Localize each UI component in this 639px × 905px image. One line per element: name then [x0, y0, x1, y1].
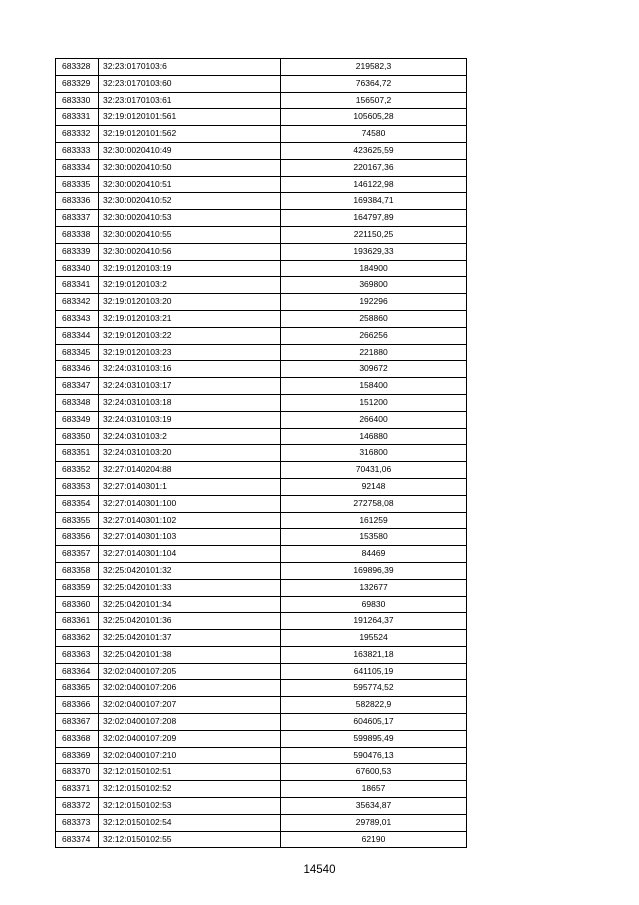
- row-id-cell: 683367: [56, 714, 99, 731]
- table-row: [56, 226, 467, 243]
- row-id-cell: 683369: [56, 747, 99, 764]
- row-id-cell: 683349: [56, 411, 99, 428]
- data-table: [55, 58, 467, 848]
- table-row: [56, 243, 467, 260]
- value-cell: 76364,72: [281, 75, 467, 92]
- row-id-cell: 683373: [56, 814, 99, 831]
- table-row: [56, 663, 467, 680]
- row-id-cell: 683336: [56, 193, 99, 210]
- cadastral-number-cell: 32:25:0420101:38: [99, 646, 281, 663]
- value-cell: 221880: [281, 344, 467, 361]
- table-row: [56, 680, 467, 697]
- table-row: [56, 310, 467, 327]
- cadastral-number-cell: 32:19:0120101:562: [99, 126, 281, 143]
- cadastral-number-cell: 32:30:0020410:55: [99, 226, 281, 243]
- row-id-cell: 683359: [56, 579, 99, 596]
- row-id-cell: 683360: [56, 596, 99, 613]
- row-id-cell: 683351: [56, 445, 99, 462]
- cadastral-number-cell: 32:02:0400107:207: [99, 697, 281, 714]
- cadastral-number-cell: 32:02:0400107:205: [99, 663, 281, 680]
- row-id-cell: 683346: [56, 361, 99, 378]
- cadastral-number-cell: 32:30:0020410:53: [99, 210, 281, 227]
- value-cell: 29789,01: [281, 814, 467, 831]
- value-cell: 151200: [281, 394, 467, 411]
- cadastral-number-cell: 32:27:0140301:100: [99, 495, 281, 512]
- table-row: [56, 361, 467, 378]
- row-id-cell: 683338: [56, 226, 99, 243]
- row-id-cell: 683355: [56, 512, 99, 529]
- value-cell: 164797,89: [281, 210, 467, 227]
- table-row: [56, 546, 467, 563]
- cadastral-number-cell: 32:25:0420101:34: [99, 596, 281, 613]
- table-row: [56, 394, 467, 411]
- value-cell: 84469: [281, 546, 467, 563]
- value-cell: 169384,71: [281, 193, 467, 210]
- row-id-cell: 683358: [56, 562, 99, 579]
- value-cell: 92148: [281, 478, 467, 495]
- row-id-cell: 683337: [56, 210, 99, 227]
- value-cell: 146880: [281, 428, 467, 445]
- table-row: [56, 512, 467, 529]
- row-id-cell: 683340: [56, 260, 99, 277]
- value-cell: 272758,08: [281, 495, 467, 512]
- table-row: [56, 730, 467, 747]
- table-row: [56, 579, 467, 596]
- row-id-cell: 683343: [56, 310, 99, 327]
- row-id-cell: 683356: [56, 529, 99, 546]
- row-id-cell: 683333: [56, 142, 99, 159]
- cadastral-number-cell: 32:24:0310103:20: [99, 445, 281, 462]
- cadastral-number-cell: 32:27:0140301:103: [99, 529, 281, 546]
- table-row: [56, 697, 467, 714]
- row-id-cell: 683335: [56, 176, 99, 193]
- cadastral-number-cell: 32:02:0400107:210: [99, 747, 281, 764]
- table-row: [56, 831, 467, 848]
- table-row: [56, 747, 467, 764]
- cadastral-number-cell: 32:23:0170103:61: [99, 92, 281, 109]
- cadastral-number-cell: 32:24:0310103:17: [99, 378, 281, 395]
- row-id-cell: 683354: [56, 495, 99, 512]
- row-id-cell: 683329: [56, 75, 99, 92]
- table-row: [56, 798, 467, 815]
- table-row: [56, 176, 467, 193]
- value-cell: 595774,52: [281, 680, 467, 697]
- cadastral-number-cell: 32:25:0420101:33: [99, 579, 281, 596]
- table-row: [56, 478, 467, 495]
- value-cell: 153580: [281, 529, 467, 546]
- row-id-cell: 683348: [56, 394, 99, 411]
- table-row: [56, 562, 467, 579]
- row-id-cell: 683372: [56, 798, 99, 815]
- cadastral-number-cell: 32:12:0150102:53: [99, 798, 281, 815]
- table-row: [56, 126, 467, 143]
- table-row: [56, 462, 467, 479]
- value-cell: 18657: [281, 781, 467, 798]
- value-cell: 192296: [281, 294, 467, 311]
- table-row: [56, 630, 467, 647]
- row-id-cell: 683350: [56, 428, 99, 445]
- row-id-cell: 683370: [56, 764, 99, 781]
- cadastral-number-cell: 32:30:0020410:51: [99, 176, 281, 193]
- table-row: [56, 646, 467, 663]
- cadastral-number-cell: 32:25:0420101:36: [99, 613, 281, 630]
- value-cell: 219582,3: [281, 59, 467, 76]
- cadastral-number-cell: 32:27:0140301:104: [99, 546, 281, 563]
- value-cell: 67600,53: [281, 764, 467, 781]
- table-row: [56, 75, 467, 92]
- value-cell: 163821,18: [281, 646, 467, 663]
- value-cell: 193629,33: [281, 243, 467, 260]
- cadastral-number-cell: 32:12:0150102:51: [99, 764, 281, 781]
- cadastral-number-cell: 32:12:0150102:54: [99, 814, 281, 831]
- cadastral-number-cell: 32:30:0020410:49: [99, 142, 281, 159]
- cadastral-number-cell: 32:24:0310103:19: [99, 411, 281, 428]
- table-row: [56, 411, 467, 428]
- cadastral-number-cell: 32:19:0120103:21: [99, 310, 281, 327]
- row-id-cell: 683371: [56, 781, 99, 798]
- table-row: [56, 327, 467, 344]
- cadastral-number-cell: 32:27:0140204:88: [99, 462, 281, 479]
- value-cell: 423625,59: [281, 142, 467, 159]
- row-id-cell: 683332: [56, 126, 99, 143]
- value-cell: 70431,06: [281, 462, 467, 479]
- cadastral-number-cell: 32:19:0120103:23: [99, 344, 281, 361]
- value-cell: 169896,39: [281, 562, 467, 579]
- cadastral-number-cell: 32:27:0140301:1: [99, 478, 281, 495]
- table-row: [56, 193, 467, 210]
- table-row: [56, 210, 467, 227]
- value-cell: 69830: [281, 596, 467, 613]
- table-row: [56, 613, 467, 630]
- row-id-cell: 683344: [56, 327, 99, 344]
- cadastral-number-cell: 32:30:0020410:52: [99, 193, 281, 210]
- value-cell: 221150,25: [281, 226, 467, 243]
- cadastral-number-cell: 32:19:0120101:561: [99, 109, 281, 126]
- row-id-cell: 683366: [56, 697, 99, 714]
- value-cell: 309672: [281, 361, 467, 378]
- cadastral-number-cell: 32:12:0150102:55: [99, 831, 281, 848]
- value-cell: 369800: [281, 277, 467, 294]
- row-id-cell: 683342: [56, 294, 99, 311]
- cadastral-number-cell: 32:12:0150102:52: [99, 781, 281, 798]
- value-cell: 184900: [281, 260, 467, 277]
- value-cell: 604605,17: [281, 714, 467, 731]
- value-cell: 266256: [281, 327, 467, 344]
- cadastral-number-cell: 32:25:0420101:37: [99, 630, 281, 647]
- row-id-cell: 683361: [56, 613, 99, 630]
- value-cell: 220167,36: [281, 159, 467, 176]
- table-row: [56, 428, 467, 445]
- value-cell: 132677: [281, 579, 467, 596]
- row-id-cell: 683365: [56, 680, 99, 697]
- value-cell: 582822,9: [281, 697, 467, 714]
- cadastral-number-cell: 32:24:0310103:2: [99, 428, 281, 445]
- row-id-cell: 683357: [56, 546, 99, 563]
- table-row: [56, 109, 467, 126]
- table-body: [56, 59, 467, 848]
- row-id-cell: 683362: [56, 630, 99, 647]
- table-row: [56, 344, 467, 361]
- row-id-cell: 683334: [56, 159, 99, 176]
- cadastral-number-cell: 32:02:0400107:206: [99, 680, 281, 697]
- row-id-cell: 683331: [56, 109, 99, 126]
- table-row: [56, 159, 467, 176]
- row-id-cell: 683374: [56, 831, 99, 848]
- table-row: [56, 445, 467, 462]
- table-row: [56, 142, 467, 159]
- cadastral-number-cell: 32:30:0020410:56: [99, 243, 281, 260]
- value-cell: 74580: [281, 126, 467, 143]
- page-number: 14540: [303, 864, 336, 876]
- value-cell: 590476,13: [281, 747, 467, 764]
- value-cell: 161259: [281, 512, 467, 529]
- table-row: [56, 59, 467, 76]
- row-id-cell: 683330: [56, 92, 99, 109]
- row-id-cell: 683352: [56, 462, 99, 479]
- table-row: [56, 529, 467, 546]
- row-id-cell: 683364: [56, 663, 99, 680]
- cadastral-number-cell: 32:27:0140301:102: [99, 512, 281, 529]
- row-id-cell: 683341: [56, 277, 99, 294]
- table-row: [56, 596, 467, 613]
- cadastral-number-cell: 32:19:0120103:22: [99, 327, 281, 344]
- cadastral-number-cell: 32:24:0310103:18: [99, 394, 281, 411]
- table-row: [56, 781, 467, 798]
- value-cell: 641105,19: [281, 663, 467, 680]
- row-id-cell: 683363: [56, 646, 99, 663]
- table-row: [56, 294, 467, 311]
- cadastral-number-cell: 32:30:0020410:50: [99, 159, 281, 176]
- table-row: [56, 764, 467, 781]
- value-cell: 316800: [281, 445, 467, 462]
- cadastral-number-cell: 32:02:0400107:209: [99, 730, 281, 747]
- value-cell: 62190: [281, 831, 467, 848]
- value-cell: 105605,28: [281, 109, 467, 126]
- cadastral-number-cell: 32:24:0310103:16: [99, 361, 281, 378]
- value-cell: 191264,37: [281, 613, 467, 630]
- value-cell: 266400: [281, 411, 467, 428]
- value-cell: 158400: [281, 378, 467, 395]
- row-id-cell: 683345: [56, 344, 99, 361]
- table-row: [56, 714, 467, 731]
- value-cell: 599895,49: [281, 730, 467, 747]
- value-cell: 156507,2: [281, 92, 467, 109]
- value-cell: 258860: [281, 310, 467, 327]
- row-id-cell: 683347: [56, 378, 99, 395]
- cadastral-number-cell: 32:19:0120103:19: [99, 260, 281, 277]
- cadastral-number-cell: 32:23:0170103:60: [99, 75, 281, 92]
- table-row: [56, 92, 467, 109]
- table-row: [56, 260, 467, 277]
- value-cell: 35634,87: [281, 798, 467, 815]
- table-row: [56, 814, 467, 831]
- cadastral-number-cell: 32:02:0400107:208: [99, 714, 281, 731]
- table-row: [56, 378, 467, 395]
- row-id-cell: 683353: [56, 478, 99, 495]
- table-row: [56, 495, 467, 512]
- cadastral-number-cell: 32:19:0120103:2: [99, 277, 281, 294]
- cadastral-number-cell: 32:25:0420101:32: [99, 562, 281, 579]
- row-id-cell: 683339: [56, 243, 99, 260]
- value-cell: 195524: [281, 630, 467, 647]
- row-id-cell: 683368: [56, 730, 99, 747]
- cadastral-number-cell: 32:23:0170103:6: [99, 59, 281, 76]
- cadastral-number-cell: 32:19:0120103:20: [99, 294, 281, 311]
- row-id-cell: 683328: [56, 59, 99, 76]
- value-cell: 146122,98: [281, 176, 467, 193]
- table-row: [56, 277, 467, 294]
